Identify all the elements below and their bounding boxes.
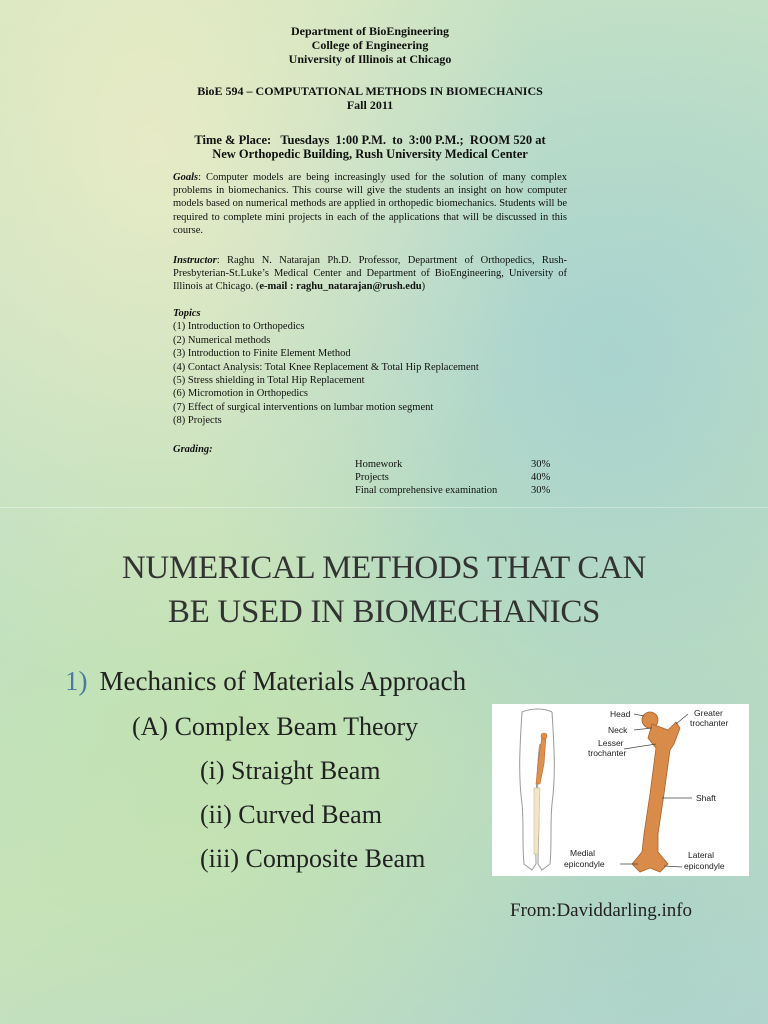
femur-illustration [492,704,749,876]
topic-item: (8) Projects [173,415,222,427]
grading-item-name: Final comprehensive examination [355,485,498,497]
topic-item: (3) Introduction to Finite Element Method [173,348,351,360]
label-lesser-trochanter-2: trochanter [588,748,627,758]
course-title: BioE 594 – COMPUTATIONAL METHODS IN BIOMECHANICS [197,84,543,98]
university-line: University of Illinois at Chicago [288,52,452,66]
instructor-close: ) [421,281,426,293]
grading-row [355,471,561,484]
sub-item-beam-theory: (A) Complex Beam Theory [132,712,419,741]
department-header [0,24,740,66]
grading-table [355,458,561,498]
goals-text: : Computer models are being increasingly used for the solution of many complex problems in biomechanics. This course will give the students an insight on how computer models based on numerical methods are applied in orthopedic biomechanics. Students will be required to complete mini projects in each of the applications that will be discussed in this course. [173,172,567,236]
label-shaft: Shaft [696,793,716,803]
sub-sub-item: (i) Straight Beam [200,756,381,785]
grading-label: Grading: [173,444,213,455]
department-line: Department of BioEngineering [291,24,449,38]
topic-item: (5) Stress shielding in Total Hip Replacement [173,375,365,387]
label-lesser-trochanter-1: Lesser [598,738,624,748]
topic-item: (7) Effect of surgical interventions on lumbar motion segment [173,401,434,413]
sub-sub-item: (iii) Composite Beam [200,844,426,873]
sub-sub-item: (ii) Curved Beam [200,800,382,829]
goals-paragraph [173,171,567,237]
course-header [0,84,740,112]
grading-row [355,484,561,497]
femur-diagram [492,704,749,876]
label-medial-epicondyle-2: epicondyle [564,859,605,869]
instructor-email: e-mail : raghu_natarajan@rush.edu [259,281,422,293]
grading-item-value: 40% [531,472,551,484]
image-source: From:Daviddarling.info [510,900,693,921]
goals-label: Goals [173,172,199,183]
time-place-line-1: Time & Place: Tuesdays 1:00 P.M. to 3:00 P.M.; ROOM 520 at [194,133,546,147]
grading-item-name: Homework [355,459,403,470]
leg-tibia-highlight [534,788,540,854]
label-neck: Neck [608,725,628,735]
grading-item-value: 30% [531,459,551,470]
topic-item: (1) Introduction to Orthopedics [173,321,305,333]
instructor-paragraph [173,254,567,294]
topic-item: (6) Micromotion in Orthopedics [173,388,309,400]
femur-bone [632,712,680,872]
time-place-line-2: New Orthopedic Building, Rush University Medical Center [212,147,528,161]
topic-item: (4) Contact Analysis: Total Knee Replacement & Total Hip Replacement [173,361,479,373]
label-greater-trochanter-1: Greater [694,708,723,718]
topic-item: (2) Numerical methods [173,334,271,346]
list-item-1 [65,666,466,697]
syllabus-slide [0,0,768,507]
numerical-methods-slide [0,508,768,1024]
slide-title-line-1: NUMERICAL METHODS THAT CAN [121,550,647,586]
leg-femur-highlight [536,733,547,784]
slide-title-line-2: BE USED IN BIOMECHANICS [167,594,601,630]
label-greater-trochanter-2: trochanter [690,718,729,728]
label-lateral-epicondyle-1: Lateral [688,850,714,860]
list-item-number: 1) [65,666,88,696]
grading-item-name: Projects [355,472,389,484]
slide-title [20,546,748,634]
college-line: College of Engineering [311,38,429,52]
instructor-label: Instructor [173,255,217,266]
time-place [0,133,740,161]
list-item-text: Mechanics of Materials Approach [99,666,467,696]
instructor-text: : Raghu N. Natarajan Ph.D. Professor, Department of Orthopedics, Rush-Presbyterian-St.Luke’s Medical Center and Department of BioEngineering, University of Illinois at Chicago. ( [173,255,567,293]
topics-list [173,307,479,428]
label-head: Head [610,709,631,719]
topics-label: Topics [173,308,201,319]
grading-item-value: 30% [531,485,551,497]
grading-row [355,458,561,471]
course-term: Fall 2011 [346,98,394,112]
label-medial-epicondyle-1: Medial [570,848,596,858]
label-lateral-epicondyle-2: epicondyle [684,861,725,871]
